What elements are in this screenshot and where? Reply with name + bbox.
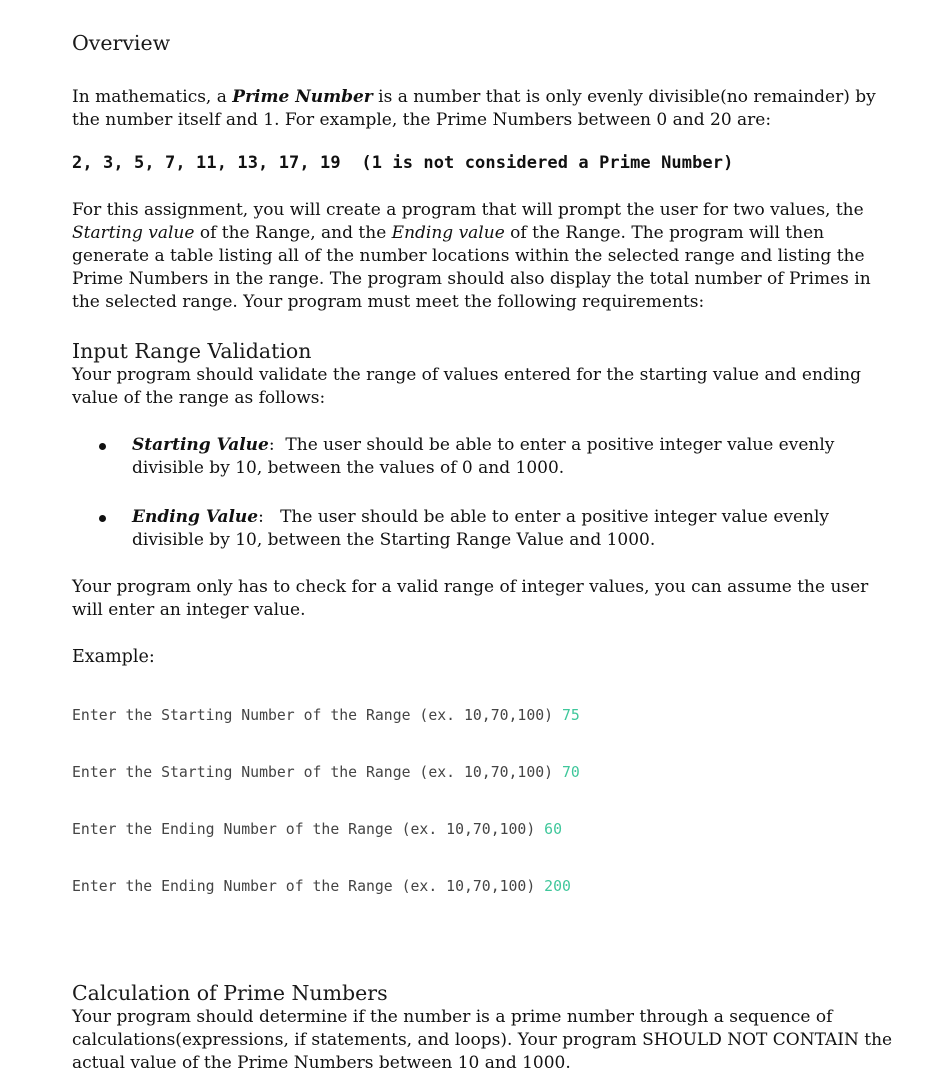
starting-value-label: Starting Value [132,435,269,455]
validation-list [72,434,902,552]
console-input: 200 [544,878,571,895]
starting-value-text: The user should be able to enter a positive integer value evenly divisible by 10, between the values of 0 and 1000. [132,435,835,478]
calculation-paragraph: Your program should determine if the number is a prime number through a sequence of calculations(expressions, if statements, and loops). Your program SHOULD NOT CONTAIN the actual value of the Prime Numbers between 10 and 1000. [72,1007,893,1073]
validation-note: Your program only has to check for a valid range of integer values, you can assume the user will enter an integer value. [72,577,869,620]
console-prompt: Enter the Starting Number of the Range (ex. 10,70,100) [72,707,562,724]
intro-text-a: In mathematics, a [72,87,233,107]
validation-intro: Your program should validate the range of values entered for the starting value and ending value of the range as follows: [72,365,862,408]
starting-value-term: Starting value [72,223,195,243]
assign-text-b: of the Range, and the [194,223,392,243]
example-console [72,668,902,934]
list-sep: : [268,435,286,455]
document-page [72,30,902,1075]
console-prompt: Enter the Ending Number of the Range (ex. 10,70,100) [72,821,545,838]
list-sep: : [258,507,281,527]
console-input: 75 [561,707,580,724]
console-line [72,763,902,782]
ending-value-term: Ending value [391,223,505,243]
assignment-paragraph [72,199,902,314]
console-line [72,820,902,839]
list-item-ending-value [72,506,902,552]
calculation-heading: Calculation of Prime Numbers [72,981,388,1005]
primes-example-line: 2, 3, 5, 7, 11, 13, 17, 19 (1 is not considered a Prime Number) [72,153,734,173]
assign-text-a: For this assignment, you will create a program that will prompt the user for two values, the [72,200,864,220]
console-input: 60 [544,821,562,838]
example-label: Example: [72,647,155,667]
intro-paragraph [72,86,902,132]
assign-text-c: of the Range. The program will then generate a table listing all of the number locations within the selected range and listing the Prime Numbers in the range. The program should also display the total number of Primes in the selected range. Your program must meet the following requirements: [72,223,871,312]
validation-heading: Input Range Validation [72,339,312,363]
console-prompt: Enter the Starting Number of the Range (ex. 10,70,100) [72,764,562,781]
overview-heading: Overview [72,31,171,55]
console-line [72,877,902,896]
ending-value-text: The user should be able to enter a positive integer value evenly divisible by 10, between the Starting Range Value and 1000. [132,507,830,550]
intro-text-b: is a number that is only evenly divisible(no remainder) by the number itself and 1. For example, the Prime Numbers between 0 and 20 are: [72,87,876,130]
bullet-icon [99,443,106,450]
ending-value-label: Ending Value [132,507,259,527]
prime-number-term: Prime Number [232,87,373,107]
bullet-icon [99,515,106,522]
console-input: 70 [561,764,580,781]
console-prompt: Enter the Ending Number of the Range (ex. 10,70,100) [72,878,545,895]
list-item-starting-value [72,434,902,480]
console-line [72,706,902,725]
